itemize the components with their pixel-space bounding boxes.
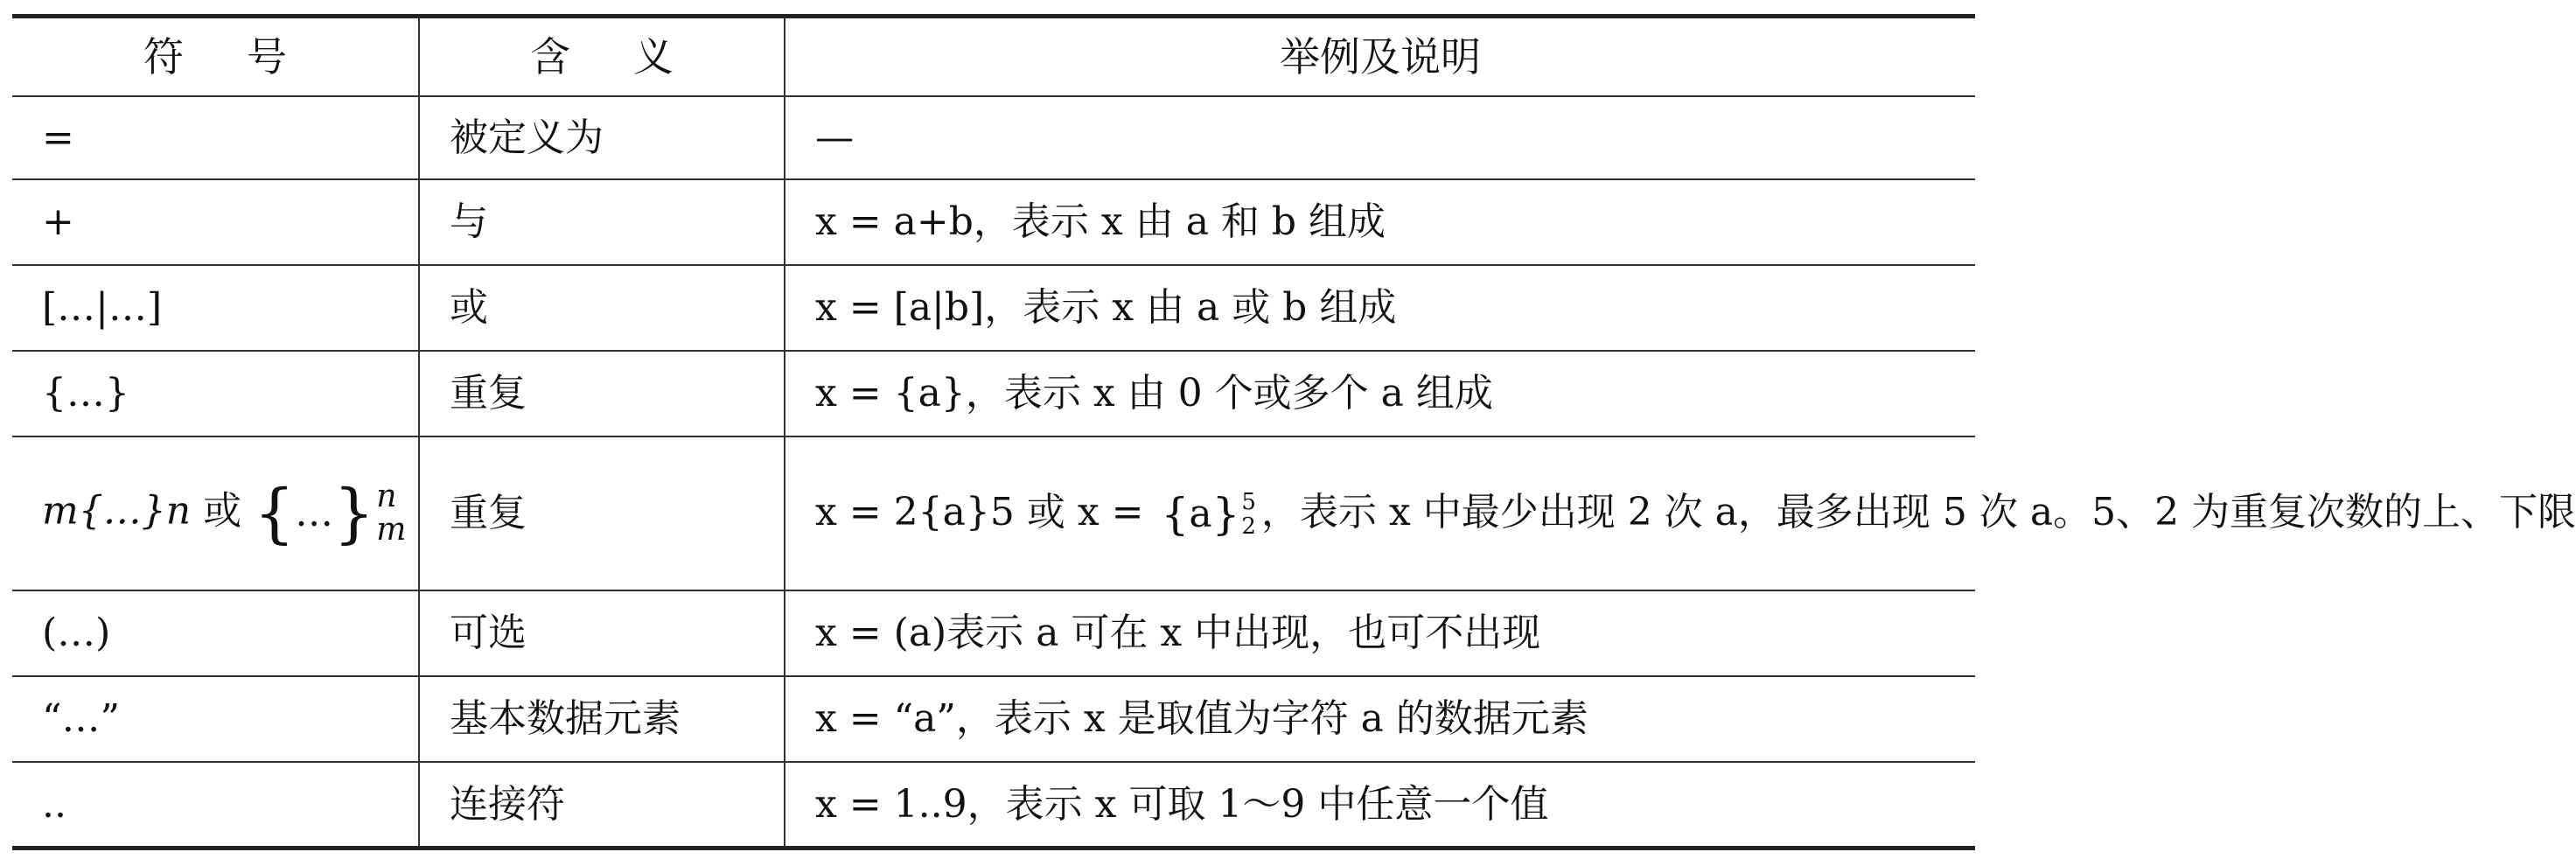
table-header-row [12,17,1975,97]
upper-limit: n [376,478,397,515]
symbol-cell: […|…] [12,265,419,351]
symbol-cell: “…” [12,676,419,762]
repeat-limits [376,480,406,547]
meaning-cell: 基本数据元素 [419,676,785,762]
brace-open: { [1161,489,1190,541]
header-meaning: 含义 [419,17,785,97]
example-cell: x = 1..9，表示 x 可取 1～9 中任意一个值 [785,762,1975,849]
symbol-repeat-stacked [254,476,407,551]
table-row [12,762,1975,849]
meaning-cell: 可选 [419,590,785,676]
header-example: 举例及说明 [785,17,1975,97]
table-row [12,96,1975,179]
symbol-cell: = [12,96,419,179]
symbol-definition-table [12,14,2576,850]
example-cell: — [785,96,1975,179]
meaning-cell: 重复 [419,436,785,590]
repeat-limits [1241,490,1256,540]
symbol-cell: .. [12,762,419,849]
upper-limit: 5 [1241,488,1256,515]
example-cell: x = {a}，表示 x 由 0 个或多个 a 组成 [785,351,1975,436]
table-row [12,179,1975,265]
example-cell [785,436,2576,590]
example-cell: x = “a”，表示 x 是取值为字符 a 的数据元素 [785,676,1975,762]
example-text-a: x = 2{a}5 或 x = [815,489,1144,534]
meaning-cell: 重复 [419,351,785,436]
symbol-cell [12,436,419,590]
table-row [12,676,1975,762]
symbol-cell: + [12,179,419,265]
example-text-b: ，表示 x 中最少出现 2 次 a，最多出现 5 次 a。5、2 为重复次数的上、下限 [1260,489,2576,534]
symbol-or-word: 或 [203,488,242,534]
brace-close: } [1211,489,1240,541]
meaning-cell: 被定义为 [419,96,785,179]
brace-open: { [254,476,296,551]
meaning-cell: 或 [419,265,785,351]
header-symbol: 符号 [12,17,419,97]
brace-inner: a [1189,492,1212,537]
lower-limit: 2 [1241,513,1256,541]
lower-limit: m [376,512,407,548]
meaning-cell: 连接符 [419,762,785,849]
example-cell: x = (a)表示 a 可在 x 中出现，也可不出现 [785,590,1975,676]
brace-inner: … [295,491,334,536]
symbol-repeat-inline: m{…}n [42,488,192,534]
symbol-cell: (…) [12,590,419,676]
brace-close: } [333,476,375,551]
example-cell: x = [a|b]，表示 x 由 a 或 b 组成 [785,265,1975,351]
example-cell: x = a+b，表示 x 由 a 和 b 组成 [785,179,1975,265]
table-row [12,265,1975,351]
table-row [12,351,1975,436]
symbol-cell: {…} [12,351,419,436]
meaning-cell: 与 [419,179,785,265]
example-stacked-brace [1162,486,1256,542]
table-row [12,590,1975,676]
table-row [12,436,1975,590]
